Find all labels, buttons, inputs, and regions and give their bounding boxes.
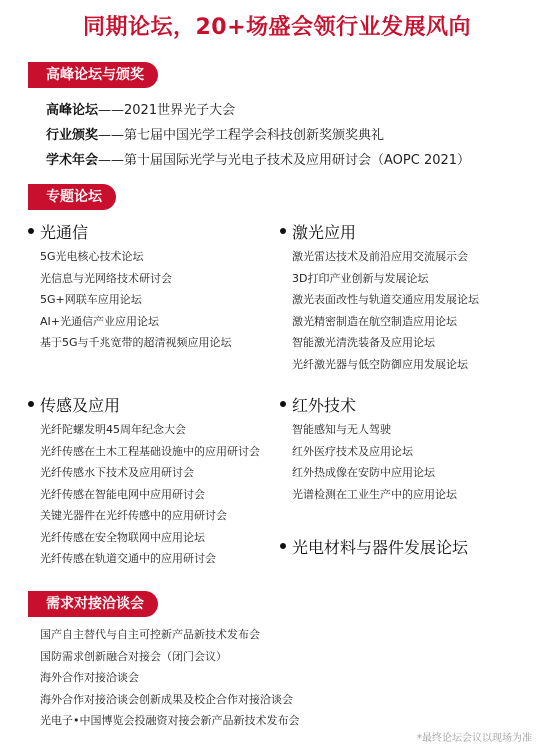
topic-heading-label: 光通信 (40, 222, 89, 242)
topic-item: 激光精密制造在航空制造应用论坛 (292, 314, 457, 328)
topic-items (292, 246, 479, 375)
topic-optical-comm (28, 220, 232, 354)
summit-line-label: 学术年会 (46, 153, 99, 168)
topic-heading (28, 220, 232, 242)
summit-line-label: 高峰论坛 (46, 103, 99, 118)
topic-item: 光信息与光网络技术研讨会 (40, 271, 172, 285)
topic-item: 光谱检测在工业生产中的应用论坛 (292, 487, 457, 501)
demand-list (40, 624, 300, 732)
topic-items (292, 419, 457, 505)
topic-item: 智能感知与无人驾驶 (292, 423, 391, 436)
topic-item: 激光雷达技术及前沿应用交流展示会 (292, 250, 468, 263)
topic-heading (280, 393, 457, 415)
topic-item: 光纤传感在轨道交通中的应用研讨会 (40, 552, 216, 565)
summit-line-label: 行业颁奖 (46, 128, 99, 143)
topic-item: 光纤传感在智能电网中应用研讨会 (40, 487, 205, 501)
topic-heading-label: 传感及应用 (40, 395, 121, 415)
topic-item: 3D打印产业创新与发展论坛 (292, 271, 429, 285)
topic-heading-label: 红外技术 (292, 395, 357, 415)
topic-items (40, 246, 232, 354)
bullet-icon (28, 228, 34, 234)
topic-heading-label: 激光应用 (292, 222, 357, 242)
topic-items (40, 419, 260, 570)
summit-line-text: ——第十届国际光学与光电子技术及应用研讨会（AOPC 2021） (98, 153, 471, 168)
bullet-icon (280, 543, 286, 549)
topic-item: 智能激光清洗装备及应用论坛 (292, 336, 435, 349)
summit-line (46, 98, 470, 123)
demand-item: 海外合作对接洽谈会 (40, 671, 139, 684)
topic-item: 光纤陀螺发明45周年纪念大会 (40, 423, 186, 436)
topic-item: 光纤传感在土木工程基础设施中的应用研讨会 (40, 444, 260, 458)
summit-list (46, 98, 470, 173)
topic-sensing (28, 393, 260, 570)
topic-materials (280, 535, 468, 557)
topic-heading (280, 220, 479, 242)
demand-item: 海外合作对接洽谈会创新成果及校企合作对接洽谈会 (40, 692, 293, 706)
topic-item: AI+光通信产业应用论坛 (40, 314, 159, 328)
topic-item: 基于5G与千兆宽带的超清视频应用论坛 (40, 336, 232, 349)
topic-item: 光纤传感在安全物联网中应用论坛 (40, 530, 205, 544)
section-badge-demand: 需求对接洽谈会 (32, 591, 158, 617)
topic-item: 激光表面改性与轨道交通应用发展论坛 (292, 293, 479, 306)
topic-laser (280, 220, 479, 375)
topic-item: 红外医疗技术及应用论坛 (292, 444, 413, 458)
demand-item: 国防需求创新融合对接会（闭门会议） (40, 649, 227, 663)
topic-item: 光纤激光器与低空防御应用发展论坛 (292, 357, 468, 371)
bullet-icon (280, 228, 286, 234)
topic-item: 5G光电核心技术论坛 (40, 250, 144, 263)
topic-item: 光纤传感水下技术及应用研讨会 (40, 466, 194, 479)
topic-heading-label: 光电材料与器件发展论坛 (292, 537, 469, 557)
summit-line-text: ——2021世界光子大会 (98, 103, 236, 118)
topic-item: 红外热成像在安防中应用论坛 (292, 466, 435, 479)
bullet-icon (28, 401, 34, 407)
topic-heading (28, 393, 260, 415)
topic-item: 关键光器件在光纤传感中的应用研讨会 (40, 509, 227, 522)
footnote: *最终论坛会议以现场为准 (417, 733, 532, 744)
topic-heading (280, 535, 468, 557)
summit-line-text: ——第七届中国光学工程学会科技创新奖颁奖典礼 (98, 128, 385, 143)
summit-line (46, 148, 470, 173)
demand-item: 国产自主替代与自主可控新产品新技术发布会 (40, 628, 260, 641)
section-badge-topics: 专题论坛 (32, 184, 116, 210)
topic-item: 5G+网联车应用论坛 (40, 293, 142, 306)
summit-line (46, 123, 470, 148)
bullet-icon (280, 401, 286, 407)
topic-infrared (280, 393, 457, 505)
page-title: 同期论坛，20+场盛会领行业发展风向 (82, 15, 472, 40)
section-badge-summit: 高峰论坛与颁奖 (32, 62, 158, 88)
demand-item: 光电子•中国博览会投融资对接会新产品新技术发布会 (40, 714, 300, 727)
